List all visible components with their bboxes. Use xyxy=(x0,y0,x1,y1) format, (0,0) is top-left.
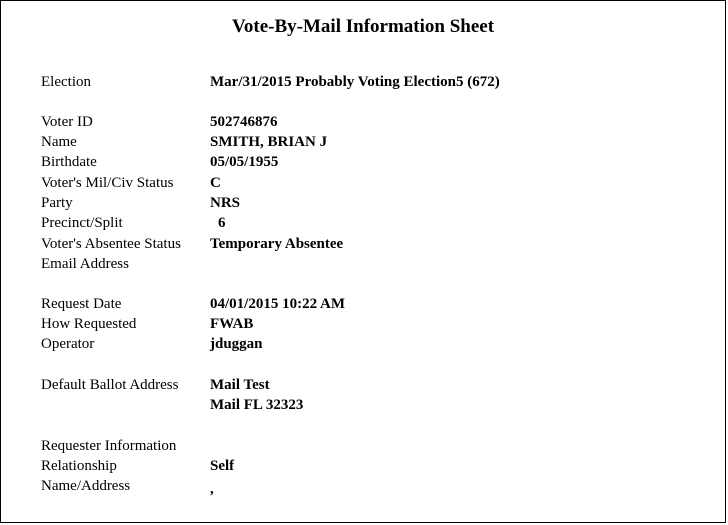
how-requested-value: FWAB xyxy=(210,316,254,332)
mil-civ-status-value: C xyxy=(210,175,221,191)
voter-id-value: 502746876 xyxy=(210,114,278,130)
mil-civ-status-label: Voter's Mil/Civ Status xyxy=(41,175,174,191)
name-address-value: , xyxy=(210,481,214,497)
ballot-address-line1: Mail Test xyxy=(210,377,270,393)
election-label: Election xyxy=(41,74,91,90)
birthdate-label: Birthdate xyxy=(41,154,97,170)
relationship-value: Self xyxy=(210,458,235,474)
absentee-status-value: Temporary Absentee xyxy=(210,236,344,252)
precinct-split-value: 6 xyxy=(218,215,226,231)
party-value: NRS xyxy=(210,195,241,211)
name-label: Name xyxy=(41,134,77,150)
operator-label: Operator xyxy=(41,336,95,352)
ballot-address-label: Default Ballot Address xyxy=(41,377,179,393)
how-requested-label: How Requested xyxy=(41,316,137,332)
birthdate-value: 05/05/1955 xyxy=(210,154,279,170)
election-value: Mar/31/2015 Probably Voting Election5 (672) xyxy=(210,74,500,90)
relationship-label: Relationship xyxy=(41,458,117,474)
name-value: SMITH, BRIAN J xyxy=(210,134,328,150)
absentee-status-label: Voter's Absentee Status xyxy=(41,236,181,252)
ballot-address-line2: Mail FL 32323 xyxy=(210,397,304,413)
email-label: Email Address xyxy=(41,256,129,272)
voter-id-label: Voter ID xyxy=(41,114,93,130)
requester-heading: Requester Information xyxy=(41,438,177,454)
precinct-split-label: Precinct/Split xyxy=(41,215,123,231)
sheet-title: Vote-By-Mail Information Sheet xyxy=(231,16,495,37)
request-date-label: Request Date xyxy=(41,296,122,312)
party-label: Party xyxy=(41,195,73,211)
request-date-value: 04/01/2015 10:22 AM xyxy=(210,296,345,312)
name-address-label: Name/Address xyxy=(41,478,131,494)
operator-value: jduggan xyxy=(210,336,263,352)
